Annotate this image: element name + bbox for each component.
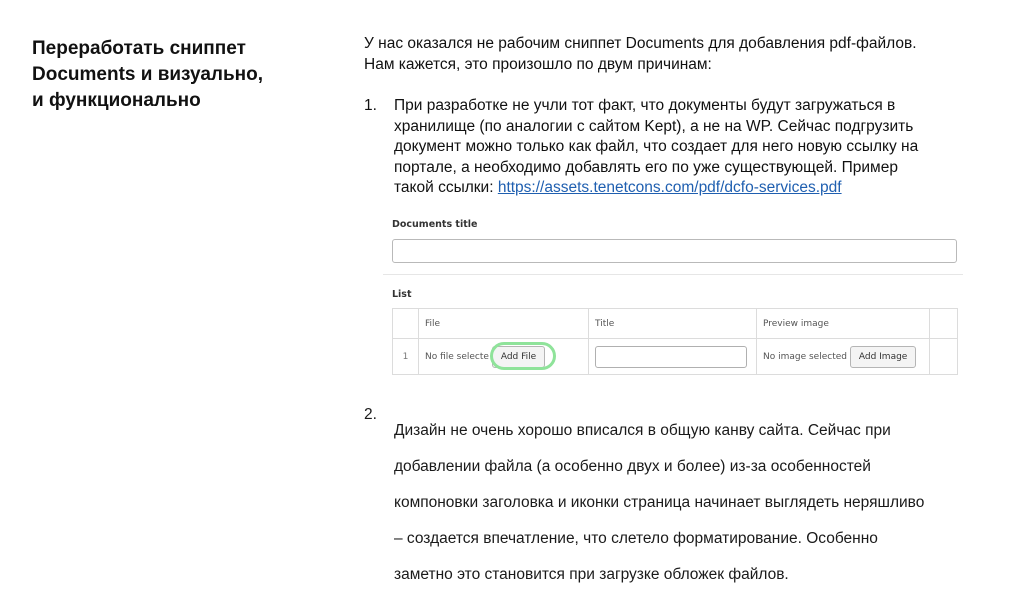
col-header-preview: Preview image xyxy=(757,309,930,339)
table-header-row xyxy=(393,309,958,339)
file-cell xyxy=(419,339,589,375)
item-line: компоновки заголовка и иконки страница начинает выглядеть неряшливо xyxy=(394,493,925,511)
list-label: List xyxy=(392,289,412,300)
list-item-1 xyxy=(364,96,1004,199)
example-link[interactable]: https://assets.tenetcons.com/pdf/dcfo-services.pdf xyxy=(497,179,842,196)
intro-line: Нам кажется, это произошло по двум причинам: xyxy=(364,55,712,73)
table-row xyxy=(393,339,958,375)
col-header-file: File xyxy=(419,309,589,339)
list-number: 2. xyxy=(364,406,377,423)
documents-title-label: Documents title xyxy=(392,219,478,230)
title-line: Переработать сниппет xyxy=(32,38,246,59)
body-text xyxy=(364,34,1004,199)
item-line: добавлении файла (а особенно двух и более) из-за особенностей xyxy=(394,457,871,475)
no-file-text: No file selecte xyxy=(425,351,489,362)
actions-cell xyxy=(930,339,958,375)
list-table xyxy=(392,308,958,375)
title-input[interactable] xyxy=(595,346,747,368)
title-cell xyxy=(589,339,757,375)
no-image-text: No image selected xyxy=(763,351,847,362)
item-line: заметно это становится при загрузке обложек файлов. xyxy=(394,565,789,583)
item-line: – создается впечатление, что слетело форматирование. Особенно xyxy=(394,529,878,547)
add-image-button[interactable]: Add Image xyxy=(850,346,916,368)
list-item-2 xyxy=(364,405,1024,601)
item-line-last xyxy=(394,178,1004,199)
col-header-actions xyxy=(930,309,958,339)
item-line: Дизайн не очень хорошо вписался в общую канву сайта. Сейчас при xyxy=(394,421,891,439)
col-header-index xyxy=(393,309,419,339)
item-line: При разработке не учли тот факт, что документы будут загружаться в xyxy=(394,97,896,114)
slide-title xyxy=(32,36,322,114)
list-number: 1. xyxy=(364,97,377,114)
snippet-screenshot xyxy=(383,210,963,380)
row-index: 1 xyxy=(393,339,419,375)
preview-cell xyxy=(757,339,930,375)
item-line: документ можно только как файл, что создает для него новую ссылку на xyxy=(394,138,919,155)
documents-title-input[interactable] xyxy=(392,239,957,263)
title-line: и функционально xyxy=(32,90,201,111)
item-line: портале, а необходимо добавлять его по уже существующей. Пример xyxy=(394,158,898,176)
add-file-button[interactable]: Add File xyxy=(492,346,545,368)
col-header-title: Title xyxy=(589,309,757,339)
divider xyxy=(383,274,963,275)
item-line: хранилище (по аналогии с сайтом Kept), а не на WP. Сейчас подгрузить xyxy=(394,117,914,135)
link-prefix: такой ссылки: xyxy=(394,179,498,196)
title-line: Documents и визуально, xyxy=(32,64,264,85)
intro-line: У нас оказался не рабочим сниппет Documents для добавления pdf-файлов. xyxy=(364,35,917,52)
